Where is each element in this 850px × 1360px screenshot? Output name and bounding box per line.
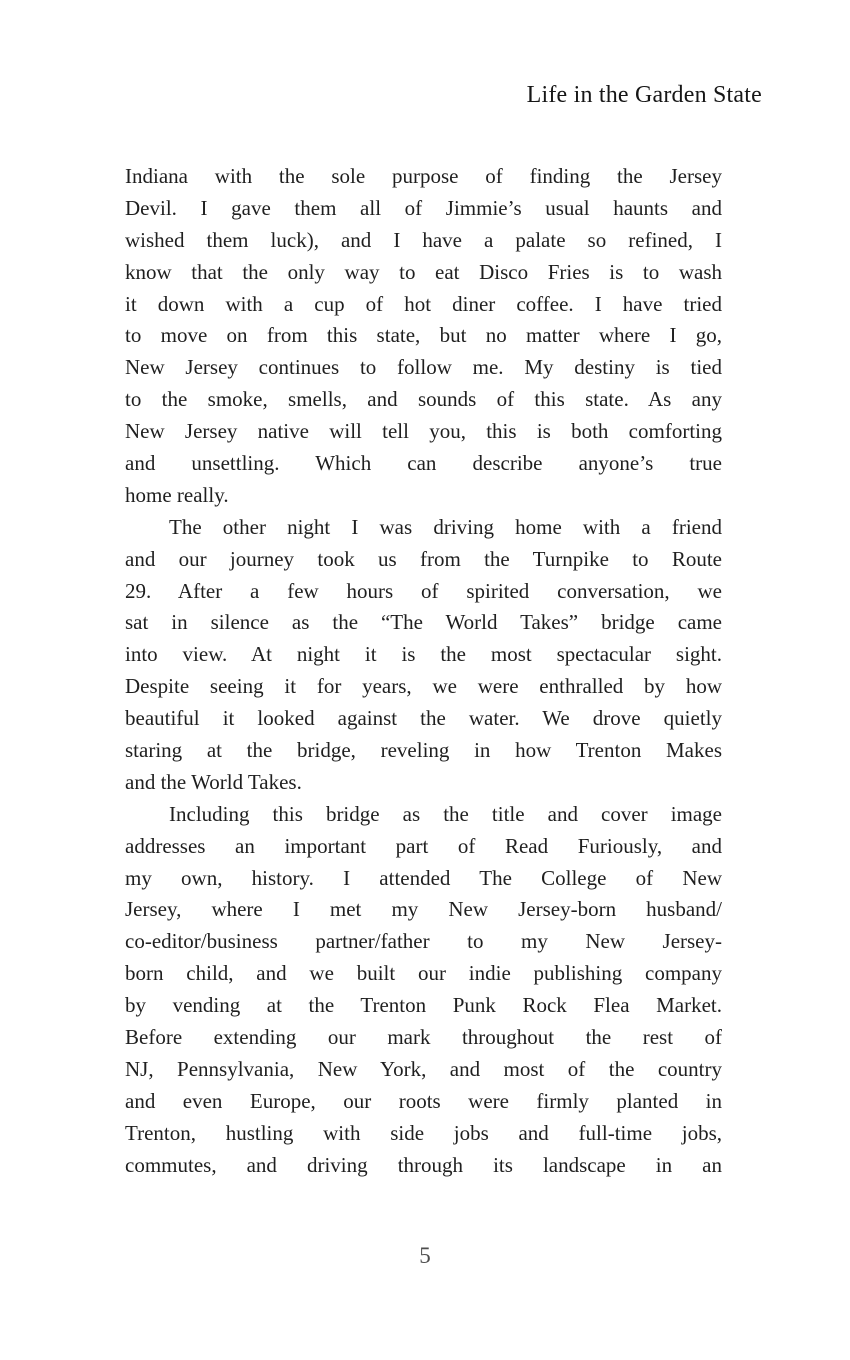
text-line: it down with a cup of hot diner coffee. I have tried — [125, 291, 722, 316]
text-line: Indiana with the sole purpose of finding the Jersey — [125, 164, 722, 188]
text-line: Jersey, where I met my New Jersey-born husband/ — [125, 897, 722, 922]
text-line: commutes, and driving through its landscape in an — [125, 1152, 722, 1177]
running-header: Life in the Garden State — [526, 82, 762, 108]
text-line: wished them luck), and I have a palate so refined, I — [125, 227, 722, 252]
body-text — [125, 161, 722, 1182]
text-line: to the smoke, smells, and sounds of this state. As any — [125, 387, 722, 412]
text-line: born child, and we built our indie publishing company — [125, 961, 722, 986]
text-line: co-editor/business partner/father to my New Jersey- — [125, 929, 722, 954]
text-line: NJ, Pennsylvania, New York, and most of the country — [125, 1056, 722, 1081]
paragraph — [125, 799, 722, 1182]
paragraph — [125, 161, 722, 512]
text-line: to move on from this state, but no matter where I go, — [125, 323, 722, 348]
text-line: know that the only way to eat Disco Fries is to wash — [125, 259, 722, 284]
text-line: Despite seeing it for years, we were enthralled by how — [125, 674, 722, 699]
text-line: Before extending our mark throughout the rest of — [125, 1025, 722, 1050]
text-line: Including this bridge as the title and cover image — [169, 801, 722, 826]
text-line: Devil. I gave them all of Jimmie’s usual haunts and — [125, 195, 722, 220]
text-line: and unsettling. Which can describe anyone’s true — [125, 451, 722, 476]
text-line: staring at the bridge, reveling in how Trenton Makes — [125, 738, 722, 763]
text-line: sat in silence as the “The World Takes” bridge came — [125, 610, 722, 635]
text-line: beautiful it looked against the water. We drove quietly — [125, 706, 722, 731]
text-line: into view. At night it is the most spectacular sight. — [125, 642, 722, 667]
text-line: and the World Takes. — [125, 769, 302, 794]
text-line: and even Europe, our roots were firmly planted in — [125, 1088, 722, 1113]
text-line: 29. After a few hours of spirited conversation, we — [125, 578, 722, 603]
text-line: New Jersey native will tell you, this is both comforting — [125, 419, 722, 444]
page-number: 5 — [419, 1243, 431, 1268]
text-line: home really. — [125, 482, 229, 507]
text-line: and our journey took us from the Turnpike to Route — [125, 546, 722, 571]
paragraph — [125, 512, 722, 799]
text-line: my own, history. I attended The College of New — [125, 865, 722, 890]
text-line: The other night I was driving home with a friend — [169, 514, 722, 539]
text-line: addresses an important part of Read Furiously, and — [125, 833, 722, 858]
text-line: by vending at the Trenton Punk Rock Flea Market. — [125, 993, 722, 1018]
text-line: Trenton, hustling with side jobs and full-time jobs, — [125, 1120, 722, 1145]
text-line: New Jersey continues to follow me. My destiny is tied — [125, 355, 722, 380]
